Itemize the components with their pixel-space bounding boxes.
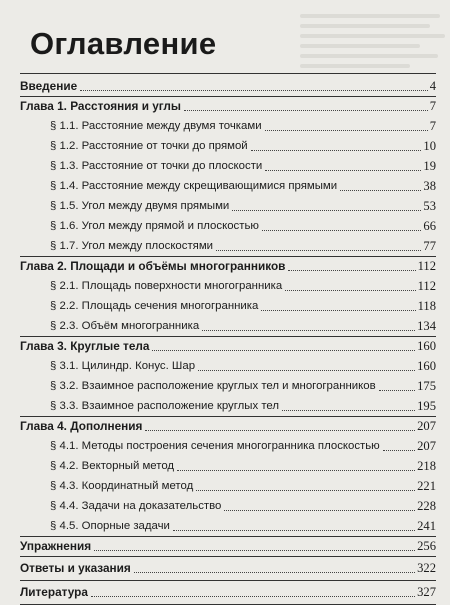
toc-entry-page: 7 [429,119,436,133]
toc-entry-page: 207 [417,439,436,453]
dot-leader [134,572,415,573]
toc-entry-label: § 1.1. Расстояние между двумя точками [50,120,262,132]
dot-leader [285,290,415,291]
toc-entry-page: 118 [417,299,436,313]
toc-entry-label: § 1.2. Расстояние от точки до прямой [50,140,248,152]
toc-entry-chapter-4[interactable] [20,418,436,434]
toc-entry-page: 53 [423,199,436,213]
entry-divider [20,536,436,537]
toc-entry-page: 7 [429,99,436,113]
toc-entry-label: § 4.5. Опорные задачи [50,520,170,532]
dot-leader [216,250,421,251]
toc-entry-label: § 1.4. Расстояние между скрещивающимися прямыми [50,180,338,192]
toc-entry-section-4-3[interactable] [20,478,436,494]
entry-divider [20,336,436,337]
toc-entry-label: Глава 2. Площади и объёмы многогранников [20,259,286,273]
toc-entry-section-1-3[interactable] [20,158,436,174]
toc-entry-label: § 3.2. Взаимное расположение круглых тел и многогранников [50,380,376,392]
toc-entry-page: 175 [417,379,436,393]
dot-leader [261,310,415,311]
toc-entry-chapter-3[interactable] [20,338,436,354]
dot-leader [379,390,415,391]
toc-entry-page: 77 [423,239,436,253]
dot-leader [198,370,415,371]
toc-entry-section-3-1[interactable] [20,358,436,374]
toc-entry-section-1-5[interactable] [20,198,436,214]
dot-leader [173,530,415,531]
toc-entry-section-4-2[interactable] [20,458,436,474]
toc-entry-page: 19 [423,159,436,173]
toc-entry-introduction[interactable] [20,78,436,94]
toc-entry-label: Упражнения [20,539,92,553]
toc-entry-section-1-6[interactable] [20,218,436,234]
toc-entry-page: 327 [417,585,436,599]
toc-entry-section-2-1[interactable] [20,278,436,294]
toc-entry-page: 66 [423,219,436,233]
toc-entry-label: § 3.3. Взаимное расположение круглых тел [50,400,280,412]
toc-entry-section-3-2[interactable] [20,378,436,394]
toc-entry-label: § 3.1. Цилиндр. Конус. Шар [50,360,196,372]
entry-divider [20,256,436,257]
dot-leader [177,470,415,471]
toc-entry-page: 4 [429,79,436,93]
toc-entry-label: § 2.1. Площадь поверхности многогранника [50,280,283,292]
dot-leader [288,270,415,271]
toc-entry-page: 160 [417,339,436,353]
dot-leader [265,170,421,171]
dot-leader [202,330,415,331]
entry-divider [20,556,436,557]
toc-entry-label: Введение [20,79,78,93]
toc-entry-section-3-3[interactable] [20,398,436,414]
entry-divider [20,416,436,417]
dot-leader [152,350,415,351]
toc-entry-label: Литература [20,585,88,599]
toc-entry-page: 10 [423,139,436,153]
toc-entry-label: § 2.3. Объём многогранника [50,320,200,332]
toc-entry-section-1-1[interactable] [20,118,436,134]
dot-leader [224,510,415,511]
toc-entry-page: 112 [417,259,436,273]
toc-entry-page: 256 [417,539,436,553]
toc-entry-literature[interactable] [20,584,436,600]
toc-entry-page: 221 [417,479,436,493]
toc-entry-section-2-3[interactable] [20,318,436,334]
toc-entry-label: § 4.3. Координатный метод [50,480,194,492]
dot-leader [265,130,428,131]
toc-entry-label: Ответы и указания [20,561,131,575]
toc-entry-page: 207 [417,419,436,433]
entry-divider [20,96,436,97]
toc-entry-label: Глава 1. Расстояния и углы [20,99,181,113]
dot-leader [262,230,421,231]
toc-entry-label: § 4.4. Задачи на доказательство [50,500,222,512]
toc-entry-label: § 4.2. Векторный метод [50,460,175,472]
toc-entry-page: 218 [417,459,436,473]
toc-entry-label: § 4.1. Методы построения сечения многогранника плоскостью [50,440,380,452]
dot-leader [145,430,415,431]
dot-leader [94,550,415,551]
dot-leader [251,150,422,151]
toc-entry-page: 134 [417,319,436,333]
toc-entry-section-4-5[interactable] [20,518,436,534]
toc-entry-answers[interactable] [20,560,436,576]
toc-entry-chapter-2[interactable] [20,258,436,274]
toc-entry-section-1-7[interactable] [20,238,436,254]
toc-entry-section-2-2[interactable] [20,298,436,314]
dot-leader [232,210,421,211]
toc-entry-page: 160 [417,359,436,373]
toc-entry-page: 38 [423,179,436,193]
toc-entry-page: 112 [417,279,436,293]
page-title: Оглавление [30,26,217,61]
toc-entry-label: Глава 3. Круглые тела [20,339,150,353]
toc-entry-label: § 1.7. Угол между плоскостями [50,240,214,252]
toc-entry-page: 322 [417,561,436,575]
header-rule [20,73,436,74]
entry-divider [20,580,436,581]
toc-entry-label: Глава 4. Дополнения [20,419,143,433]
dot-leader [383,450,415,451]
toc-entry-section-1-4[interactable] [20,178,436,194]
toc-entry-page: 241 [417,519,436,533]
dot-leader [196,490,415,491]
dot-leader [340,190,421,191]
toc-entry-label: § 1.3. Расстояние от точки до плоскости [50,160,263,172]
dot-leader [91,596,415,597]
toc-entry-label: § 1.6. Угол между прямой и плоскостью [50,220,259,232]
toc-entry-section-4-1[interactable] [20,438,436,454]
toc-entry-section-4-4[interactable] [20,498,436,514]
dot-leader [282,410,415,411]
toc-entry-chapter-1[interactable] [20,98,436,114]
dot-leader [80,90,428,91]
toc-entry-label: § 2.2. Площадь сечения многогранника [50,300,259,312]
toc-entry-section-1-2[interactable] [20,138,436,154]
dot-leader [184,110,428,111]
toc-entry-page: 228 [417,499,436,513]
toc-entry-exercises[interactable] [20,538,436,554]
toc-entry-label: § 1.5. Угол между двумя прямыми [50,200,230,212]
toc-entry-page: 195 [417,399,436,413]
